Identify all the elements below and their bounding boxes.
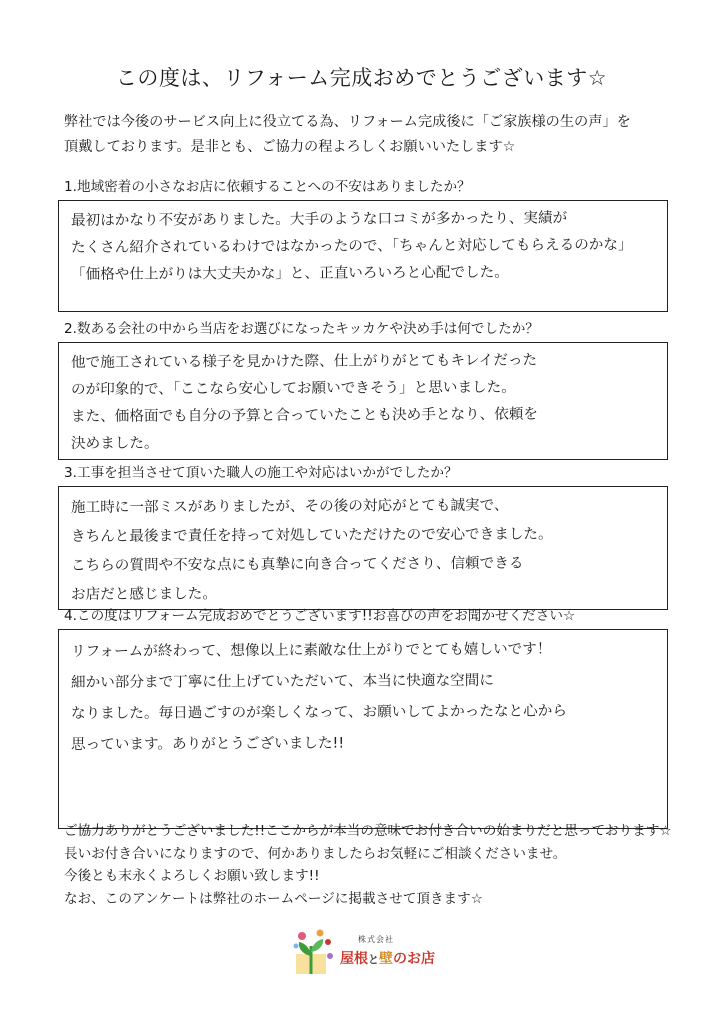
question-section-4 (58, 607, 668, 829)
logo-company-type: 株式会社 (358, 935, 394, 944)
question-text: 4.この度はリフォーム完成おめでとうございます!!お喜びの声をお聞かせください☆ (64, 608, 576, 624)
closing-line: なお、このアンケートは弊社のホームページに掲載させて頂きます☆ (64, 890, 483, 907)
intro-line: 頂戴しております。是非とも、ご協力の程よろしくお願いいたします☆ (64, 139, 516, 155)
answer-line: 最初はかなり不安がありました。大手のような口コミが多かったり、実績が (70, 209, 568, 229)
logo-name-part: 屋根 (340, 951, 368, 967)
answer-box (58, 342, 668, 460)
answer-line: のが印象的で、「ここなら安心してお願いできそう」と思いました。 (70, 378, 516, 398)
closing-line: 今後とも末永くよろしくお願い致します!! (64, 868, 320, 884)
answer-line: お店だと感じました。 (70, 585, 217, 603)
answer-box (58, 629, 668, 829)
question-section-2 (58, 320, 668, 460)
answer-line: 「価格や仕上がりは大丈夫かな」と、正直いろいろと心配でした。 (70, 263, 509, 283)
question-text: 2.数ある会社の中から当店をお選びになったキッカケや決め手は何でしたか？ (64, 321, 539, 337)
answer-line: きちんと最後まで責任を持って対処していただけたので安心できました。 (70, 525, 553, 545)
answer-line: 他で施工されている様子を見かけた際、仕上がりがとてもキレイだった (70, 351, 538, 371)
closing-text (64, 820, 674, 910)
logo-name-part: 壁 (379, 951, 393, 967)
page-title: この度は、リフォーム完成おめでとうございます☆ (115, 66, 608, 90)
answer-line: たくさん紹介されているわけではなかったので、「ちゃんと対応してもらえるのかな」 (70, 236, 633, 256)
closing-line: 長いお付き合いになりますので、何かありましたらお気軽にご相談くださいませ。 (64, 845, 567, 862)
answer-line: 細かい部分まで丁寧に仕上げていただいて、本当に快適な空間に (70, 671, 494, 691)
answer-line: リフォームが終わって、想像以上に素敵な仕上がりでとても嬉しいです！ (70, 640, 552, 660)
logo-company-name (340, 948, 435, 968)
question-section-3 (58, 464, 668, 610)
logo-name-part: と (368, 953, 379, 966)
company-logo (290, 926, 450, 978)
answer-line: なりました。毎日過ごすのが楽しくなって、お願いしてよかったなと心から (70, 702, 567, 722)
question-section-1 (58, 178, 668, 312)
answer-line: こちらの質問や不安な点にも真摯に向き合ってくださり、信頼できる (70, 554, 524, 574)
answer-line: 決めました。 (70, 434, 159, 452)
intro-line: 弊社では今後のサービス向上に役立てる為、リフォーム完成後に「ご家族様の生の声」を (64, 114, 631, 130)
plant-house-logo-icon (290, 926, 338, 978)
answer-box (58, 200, 668, 312)
question-text: 1.地域密着の小さなお店に依頼することへの不安はありましたか？ (64, 179, 471, 195)
intro-text (64, 110, 664, 160)
answer-box (58, 486, 668, 610)
answer-line: 施工時に一部ミスがありましたが、その後の対応がとても誠実で、 (70, 496, 509, 516)
question-text: 3.工事を担当させて頂いた職人の施工や対応はいかがでしたか？ (64, 465, 458, 481)
closing-line: ご協力ありがとうございました!!ここからが本当の意味でお付き合いの始まりだと思っております☆ (64, 823, 672, 839)
logo-name-part: のお店 (393, 951, 435, 967)
answer-line: 思っています。ありがとうございました!! (70, 734, 345, 753)
answer-line: また、価格面でも自分の予算と合っていたことも決め手となり、依頼を (70, 405, 539, 425)
